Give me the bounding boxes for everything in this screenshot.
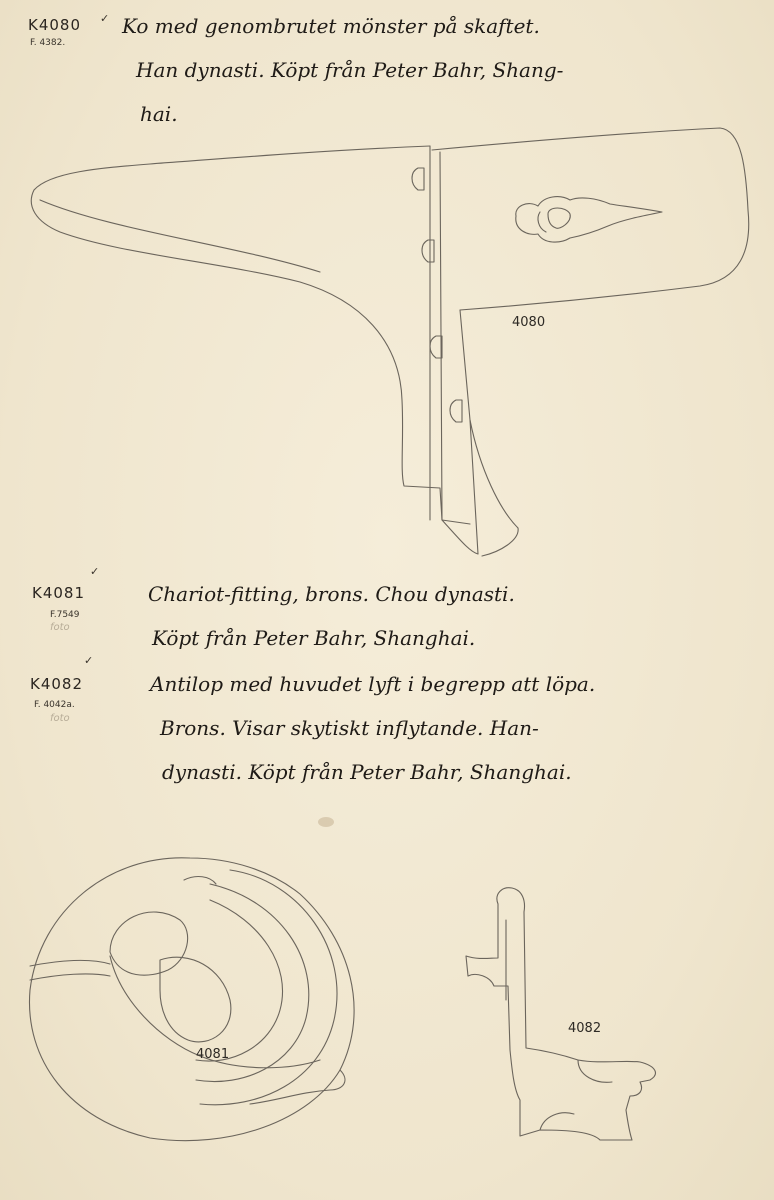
drawing-k4080: [31, 128, 748, 556]
entry-text-line: Brons. Visar skytiskt inflytande. Han-: [160, 716, 539, 740]
entry-text-line: Antilop med huvudet lyft i begrepp att löpa.: [150, 672, 596, 696]
entry-text-line: Chariot-fitting, brons. Chou dynasti.: [148, 582, 515, 606]
check-mark-icon: ✓: [84, 654, 94, 667]
drawing-label-4080: 4080: [512, 315, 546, 330]
catalogue-number-k4080: K4080: [28, 16, 82, 34]
foto-note: foto: [50, 622, 70, 633]
stain-mark: [318, 817, 334, 827]
foto-note: foto: [50, 713, 70, 724]
drawing-k4081: [29, 858, 354, 1141]
drawing-label-4082: 4082: [568, 1021, 602, 1036]
entry-text-line: Ko med genombrutet mönster på skaftet.: [122, 14, 540, 38]
entry-text-line: Han dynasti. Köpt från Peter Bahr, Shang-: [136, 58, 564, 82]
entry-text-line: dynasti. Köpt från Peter Bahr, Shanghai.: [162, 760, 572, 784]
check-mark-icon: ✓: [100, 12, 110, 25]
drawing-k4082: [466, 888, 655, 1140]
drawing-label-4081: 4081: [196, 1047, 230, 1062]
f-reference-k4081: F.7549: [50, 610, 80, 620]
catalogue-number-k4082: K4082: [30, 675, 84, 693]
f-reference-k4082: F. 4042a.: [34, 700, 75, 710]
entry-text-line: hai.: [140, 102, 178, 126]
check-mark-icon: ✓: [90, 565, 100, 578]
catalogue-number-k4081: K4081: [32, 584, 86, 602]
entry-text-line: Köpt från Peter Bahr, Shanghai.: [152, 626, 476, 650]
f-reference-k4080: F. 4382.: [30, 38, 66, 48]
